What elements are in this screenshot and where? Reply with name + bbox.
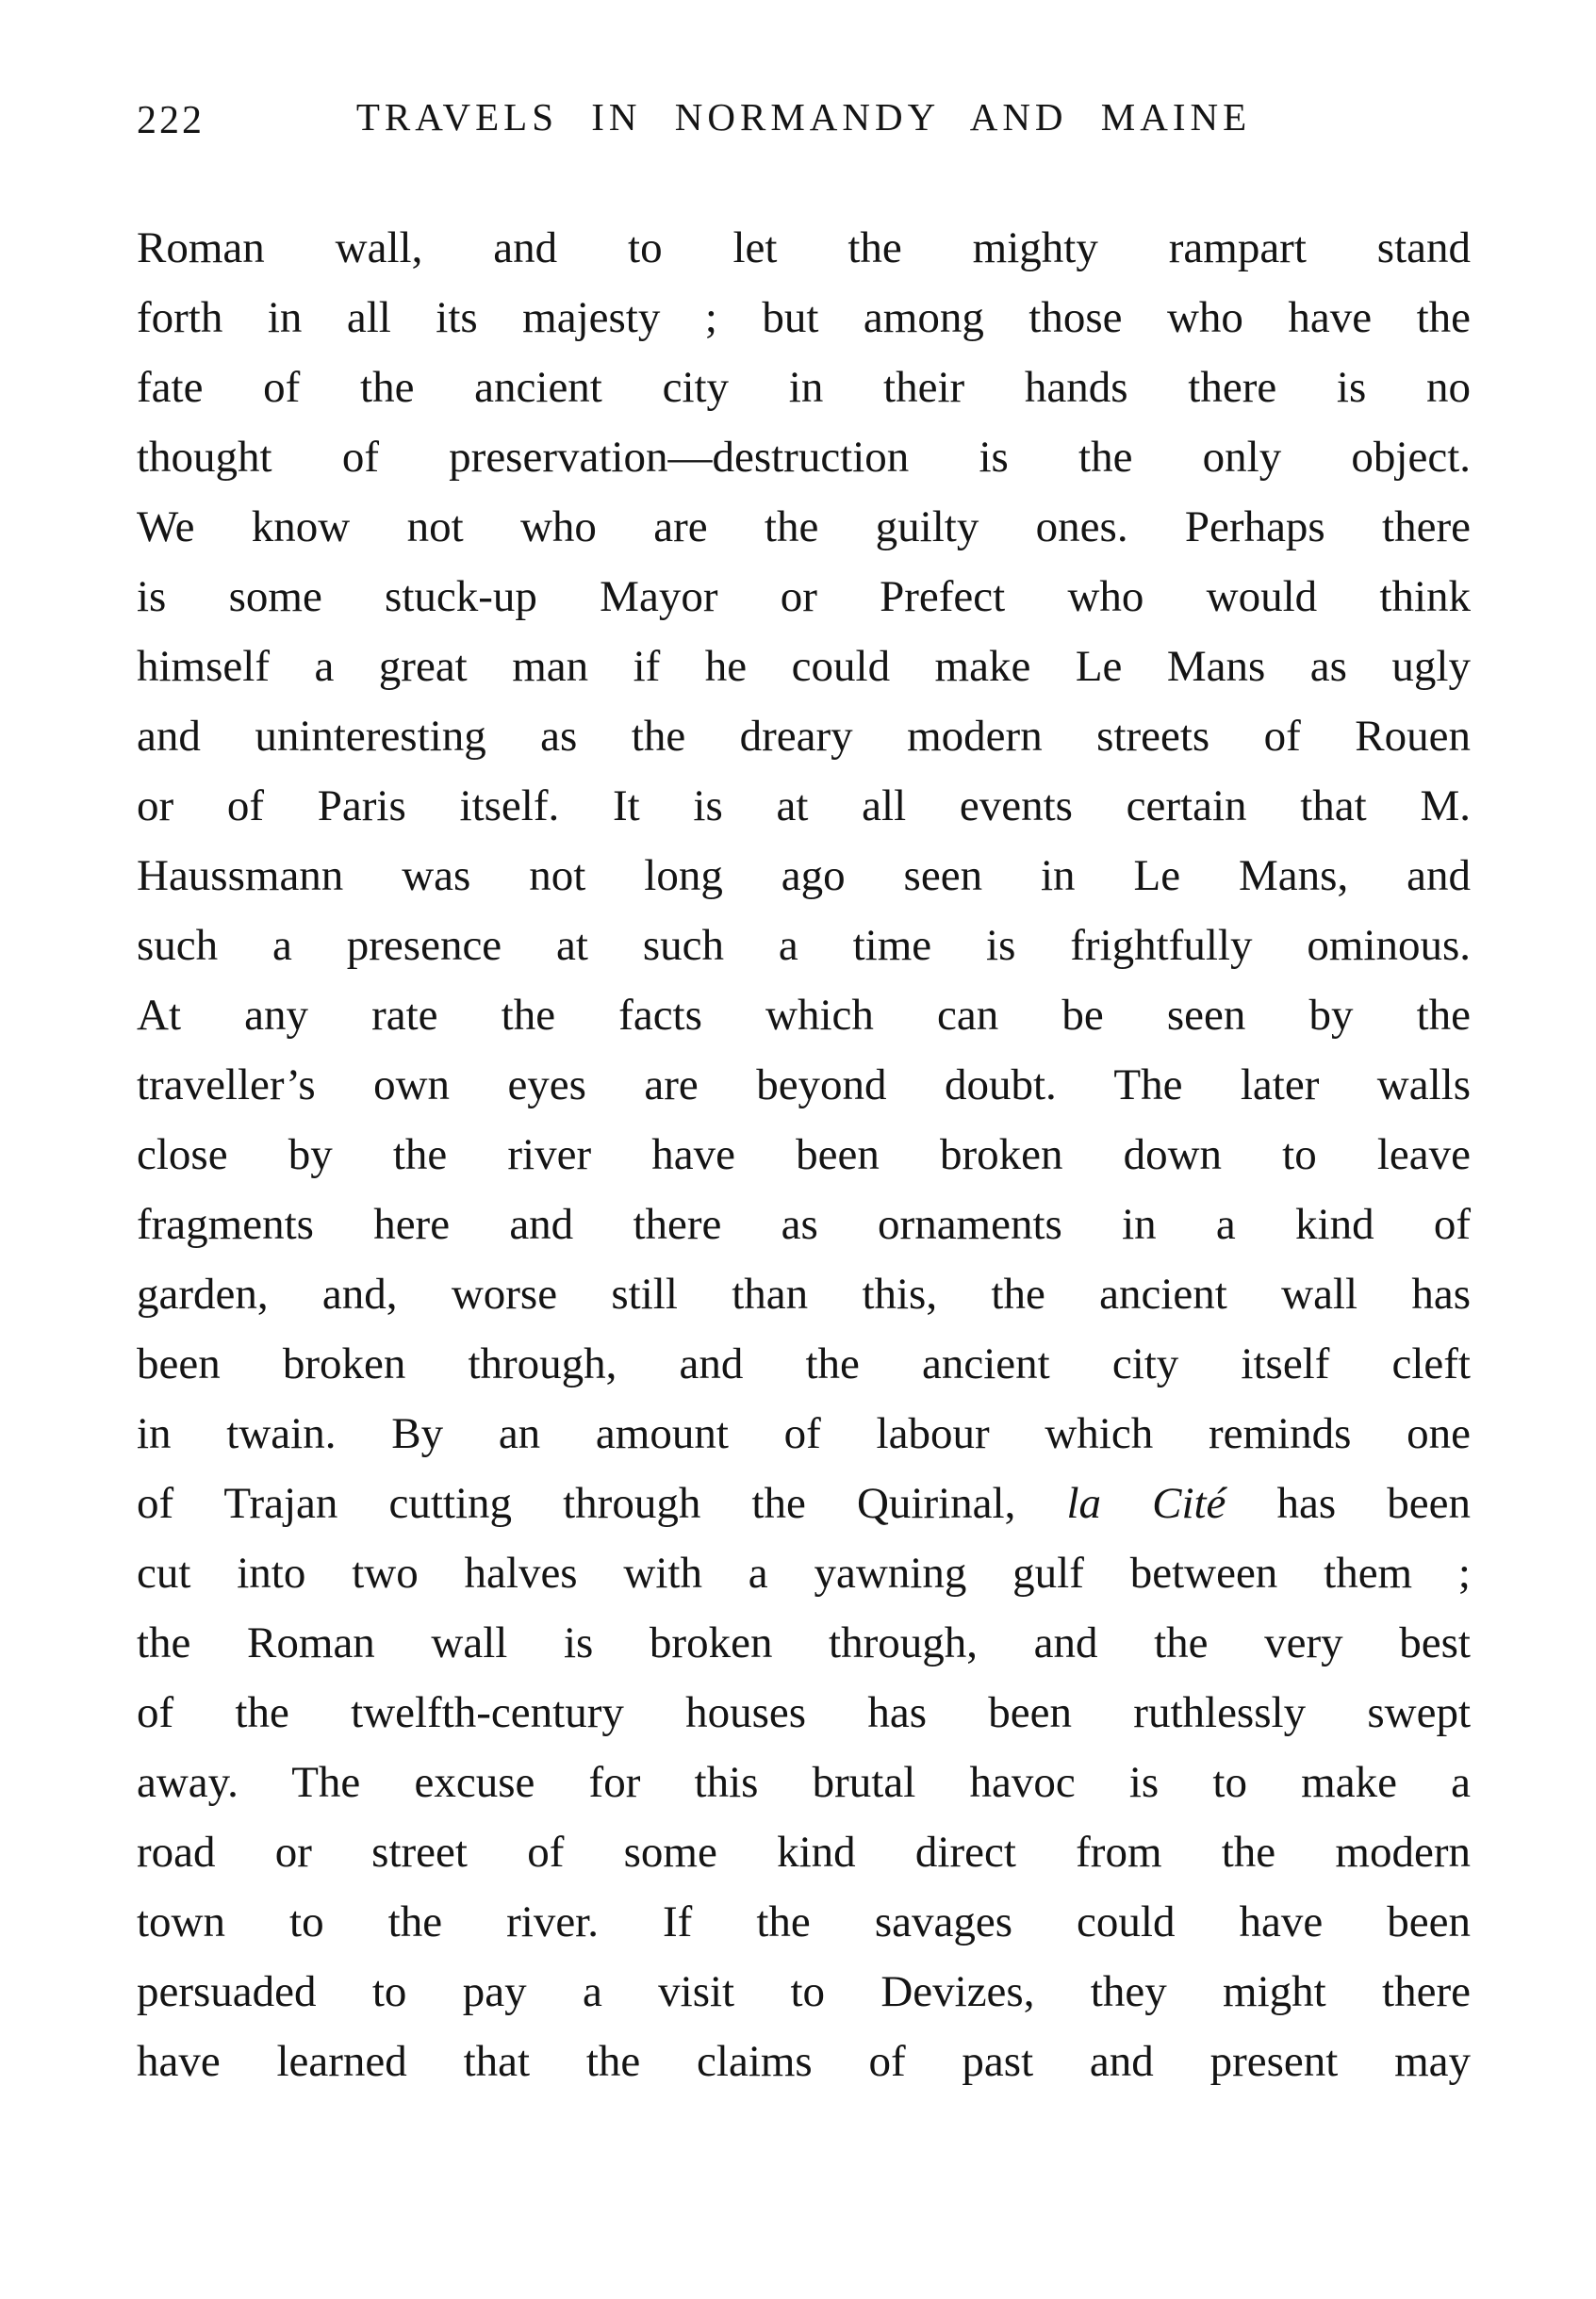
text-line xyxy=(137,1887,1471,1957)
text-segment: the Roman wall is broken through, and the very best xyxy=(137,1618,1471,1667)
italic-phrase: la Cité xyxy=(1066,1479,1226,1528)
text-line xyxy=(137,2027,1471,2096)
text-segment: persuaded to pay a visit to Devizes, they might there xyxy=(137,1967,1471,2016)
text-line xyxy=(137,1608,1471,1678)
text-line xyxy=(137,980,1471,1050)
text-segment: forth in all its majesty ; but among those who have the xyxy=(137,293,1471,342)
text-line xyxy=(137,422,1471,492)
text-segment: road or street of some kind direct from the modern xyxy=(137,1828,1471,1877)
text-line xyxy=(137,771,1471,841)
text-line xyxy=(137,1050,1471,1120)
text-segment: thought of preservation—destruction is the only object. xyxy=(137,433,1471,482)
text-line xyxy=(137,701,1471,771)
text-line xyxy=(137,1329,1471,1399)
text-segment: At any rate the facts which can be seen by the xyxy=(137,991,1471,1040)
text-segment: of the twelfth-century houses has been ruthlessly swept xyxy=(137,1688,1471,1737)
text-line xyxy=(137,1120,1471,1190)
text-segment: close by the river have been broken down to leave xyxy=(137,1130,1471,1179)
text-segment: and uninteresting as the dreary modern streets of Rouen xyxy=(137,712,1471,761)
text-line xyxy=(137,1469,1471,1538)
text-segment: town to the river. If the savages could have been xyxy=(137,1897,1471,1946)
text-block xyxy=(137,213,1471,2096)
text-segment: cut into two halves with a yawning gulf between them ; xyxy=(137,1549,1471,1598)
text-line xyxy=(137,1748,1471,1817)
text-segment: traveller’s own eyes are beyond doubt. The later walls xyxy=(137,1060,1471,1109)
text-line xyxy=(137,632,1471,701)
text-segment: of Trajan cutting through the Quirinal, xyxy=(137,1479,1067,1528)
text-line xyxy=(137,841,1471,911)
page-header xyxy=(137,94,1471,143)
text-segment: Haussmann was not long ago seen in Le Mans, and xyxy=(137,851,1471,900)
text-segment: in twain. By an amount of labour which reminds one xyxy=(137,1409,1471,1458)
text-segment: has been xyxy=(1226,1479,1471,1528)
text-segment: garden, and, worse still than this, the ancient wall has xyxy=(137,1270,1471,1319)
text-segment: We know not who are the guilty ones. Perhaps there xyxy=(137,502,1471,551)
text-line xyxy=(137,1678,1471,1748)
text-line xyxy=(137,1538,1471,1608)
text-segment: fragments here and there as ornaments in a kind of xyxy=(137,1200,1471,1249)
text-line xyxy=(137,911,1471,980)
text-line xyxy=(137,283,1471,353)
text-line xyxy=(137,213,1471,283)
text-segment: is some stuck-up Mayor or Prefect who would think xyxy=(137,572,1471,621)
text-line xyxy=(137,1259,1471,1329)
text-line xyxy=(137,1190,1471,1259)
text-segment: Roman wall, and to let the mighty rampart stand xyxy=(137,223,1471,272)
text-segment: away. The excuse for this brutal havoc is to make a xyxy=(137,1758,1471,1807)
text-segment: or of Paris itself. It is at all events certain that M. xyxy=(137,781,1471,830)
text-segment: fate of the ancient city in their hands there is no xyxy=(137,363,1471,412)
text-line xyxy=(137,353,1471,422)
text-line xyxy=(137,1957,1471,2027)
running-title: TRAVELS IN NORMANDY AND MAINE xyxy=(355,95,1252,139)
text-line xyxy=(137,1817,1471,1887)
text-segment: have learned that the claims of past and present may xyxy=(137,2037,1471,2086)
text-segment: such a presence at such a time is frightfully ominous. xyxy=(137,921,1471,970)
page-number: 222 xyxy=(137,99,205,142)
text-segment: himself a great man if he could make Le Mans as ugly xyxy=(137,642,1471,691)
text-line xyxy=(137,492,1471,562)
text-line xyxy=(137,1399,1471,1469)
text-line xyxy=(137,562,1471,632)
text-segment: been broken through, and the ancient city itself cleft xyxy=(137,1339,1471,1388)
